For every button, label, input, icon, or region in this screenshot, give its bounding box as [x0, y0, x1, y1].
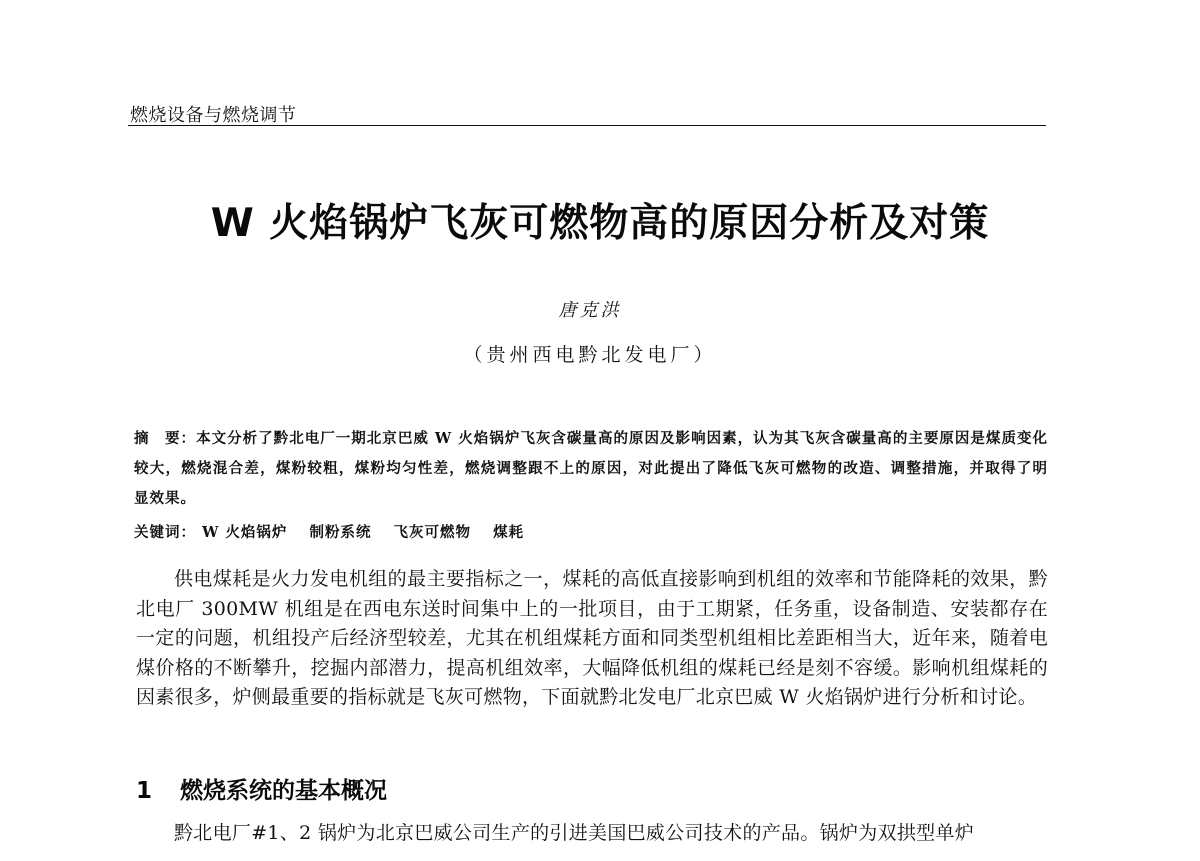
intro-paragraph: 供电煤耗是火力发电机组的最主要指标之一，煤耗的高低直接影响到机组的效率和节能降耗的效果，黔北电厂 300MW 机组是在西电东送时间集中上的一批项目，由于工期紧，任务重，设备制造、安装都存在一定的问题，机组投产后经济型较差，尤其在机组煤耗方面和同类型机组相比差距相当大，近年来，随着电煤价格的不断攀升，挖掘内部潜力，提高机组效率，大幅降低机组的煤耗已经是刻不容缓。影响机组煤耗的因素很多，炉侧最重要的指标就是飞灰可燃物，下面就黔北发电厂北京巴威 W 火焰锅炉进行分析和讨论。 [136, 568, 1048, 708]
section-number: 1 [136, 778, 153, 804]
author-affiliation: （贵州西电黔北发电厂） [463, 344, 717, 366]
section-1-paragraph: 黔北电厂#1、2 锅炉为北京巴威公司生产的引进美国巴威公司技术的产品。锅炉为双拱型单炉 [174, 822, 975, 844]
header-rule [128, 125, 1046, 126]
abstract-label: 摘 要： [134, 430, 197, 447]
keywords-label: 关键词： [134, 524, 196, 541]
paper-title: W 火焰锅炉飞灰可燃物高的原因分析及对策 [210, 201, 990, 246]
abstract-text: 本文分析了黔北电厂一期北京巴威 W 火焰锅炉飞灰含碳量高的原因及影响因素，认为其飞灰含碳量高的主要原因是煤质变化较大，燃烧混合差，煤粉较粗，煤粉均匀性差，燃烧调整跟不上的原因，对此提出了降低飞灰可燃物的改造、调整措施，并取得了明显效果。 [134, 430, 1048, 507]
author-name: 唐克洪 [558, 300, 622, 321]
running-header: 燃烧设备与燃烧调节 [130, 105, 297, 126]
keyword-item: 制粉系统 [309, 524, 372, 541]
abstract [134, 424, 1048, 514]
keyword-item: W 火焰锅炉 [202, 524, 288, 541]
section-title: 燃烧系统的基本概况 [180, 778, 387, 804]
section-heading [136, 772, 387, 805]
keywords [134, 521, 1048, 542]
keyword-item: 飞灰可燃物 [393, 524, 472, 541]
keyword-item: 煤耗 [493, 524, 525, 541]
